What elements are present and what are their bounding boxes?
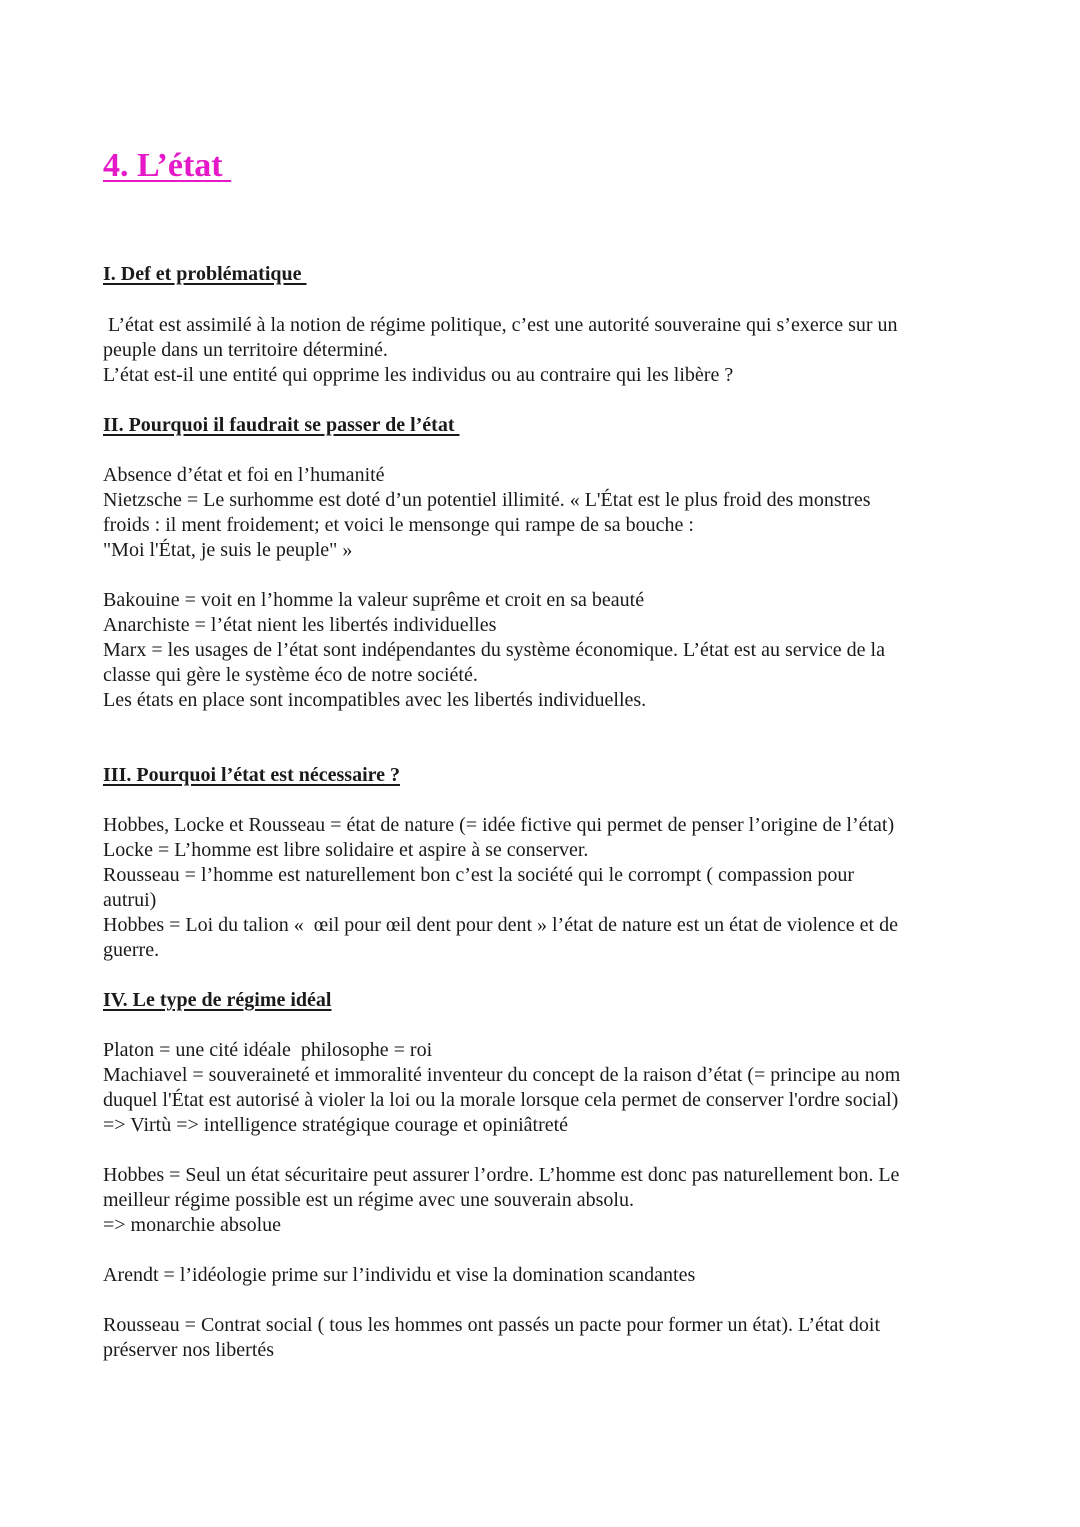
page-title: 4. L’état [103, 147, 232, 184]
text-line: Platon = une cité idéale philosophe = roi [103, 1039, 433, 1061]
text-line: froids : il ment froidement; et voici le mensonge qui rampe de sa bouche : [103, 514, 694, 536]
text-line: Machiavel = souveraineté et immoralité inventeur du concept de la raison d’état (= principe au nom [103, 1064, 901, 1086]
text-line: => Virtù => intelligence stratégique courage et opiniâtreté [103, 1114, 569, 1136]
text-line: Bakouine = voit en l’homme la valeur suprême et croit en sa beauté [103, 589, 645, 611]
text-line: duquel l'État est autorisé à violer la loi ou la morale lorsque cela permet de conserver l'ordre social) [103, 1089, 899, 1111]
text-line: meilleur régime possible est un régime avec une souverain absolu. [103, 1189, 634, 1211]
text-line: peuple dans un territoire déterminé. [103, 339, 388, 361]
text-line: préserver nos libertés [103, 1339, 275, 1361]
paragraph [103, 588, 983, 713]
section-heading-2: II. Pourquoi il faudrait se passer de l’état [103, 414, 460, 436]
text-line: L’état est-il une entité qui opprime les individus ou au contraire qui les libère ? [103, 364, 734, 386]
text-line: Hobbes, Locke et Rousseau = état de nature (= idée fictive qui permet de penser l’origine de l’état) [103, 814, 895, 836]
paragraph [103, 1313, 983, 1363]
paragraph [103, 1038, 983, 1138]
section-heading-3: III. Pourquoi l’état est nécessaire ? [103, 764, 401, 786]
text-line: Absence d’état et foi en l’humanité [103, 464, 385, 486]
text-line: classe qui gère le système éco de notre société. [103, 664, 478, 686]
paragraph [103, 1263, 983, 1288]
text-line: Nietzsche = Le surhomme est doté d’un potentiel illimité. « L'État est le plus froid des monstres [103, 489, 871, 511]
paragraph [103, 463, 983, 563]
text-line: Marx = les usages de l’état sont indépendantes du système économique. L’état est au service de la [103, 639, 885, 661]
text-line: Anarchiste = l’état nient les libertés individuelles [103, 614, 497, 636]
text-line: Hobbes = Loi du talion « œil pour œil dent pour dent » l’état de nature est un état de violence et de [103, 914, 898, 936]
section-heading-1: I. Def et problématique [103, 263, 307, 285]
text-line: L’état est assimilé à la notion de régime politique, c’est une autorité souveraine qui s’exerce sur un [103, 314, 898, 336]
text-line: guerre. [103, 939, 160, 961]
paragraph [103, 813, 983, 963]
text-line: Les états en place sont incompatibles avec les libertés individuelles. [103, 689, 647, 711]
text-line: Rousseau = Contrat social ( tous les hommes ont passés un pacte pour former un état). L’état doit [103, 1314, 881, 1336]
text-line: "Moi l'État, je suis le peuple" » [103, 539, 353, 561]
text-line: Arendt = l’idéologie prime sur l’individu et vise la domination scandantes [103, 1264, 696, 1286]
text-line: => monarchie absolue [103, 1214, 282, 1236]
text-line: Rousseau = l’homme est naturellement bon c’est la société qui le corrompt ( compassion pour [103, 864, 855, 886]
section-heading-4: IV. Le type de régime idéal [103, 989, 332, 1011]
text-line: Locke = L’homme est libre solidaire et aspire à se conserver. [103, 839, 589, 861]
text-line: Hobbes = Seul un état sécuritaire peut assurer l’ordre. L’homme est donc pas naturellement bon. Le [103, 1164, 900, 1186]
paragraph [103, 1163, 983, 1238]
paragraph [103, 313, 983, 388]
text-line: autrui) [103, 889, 157, 911]
